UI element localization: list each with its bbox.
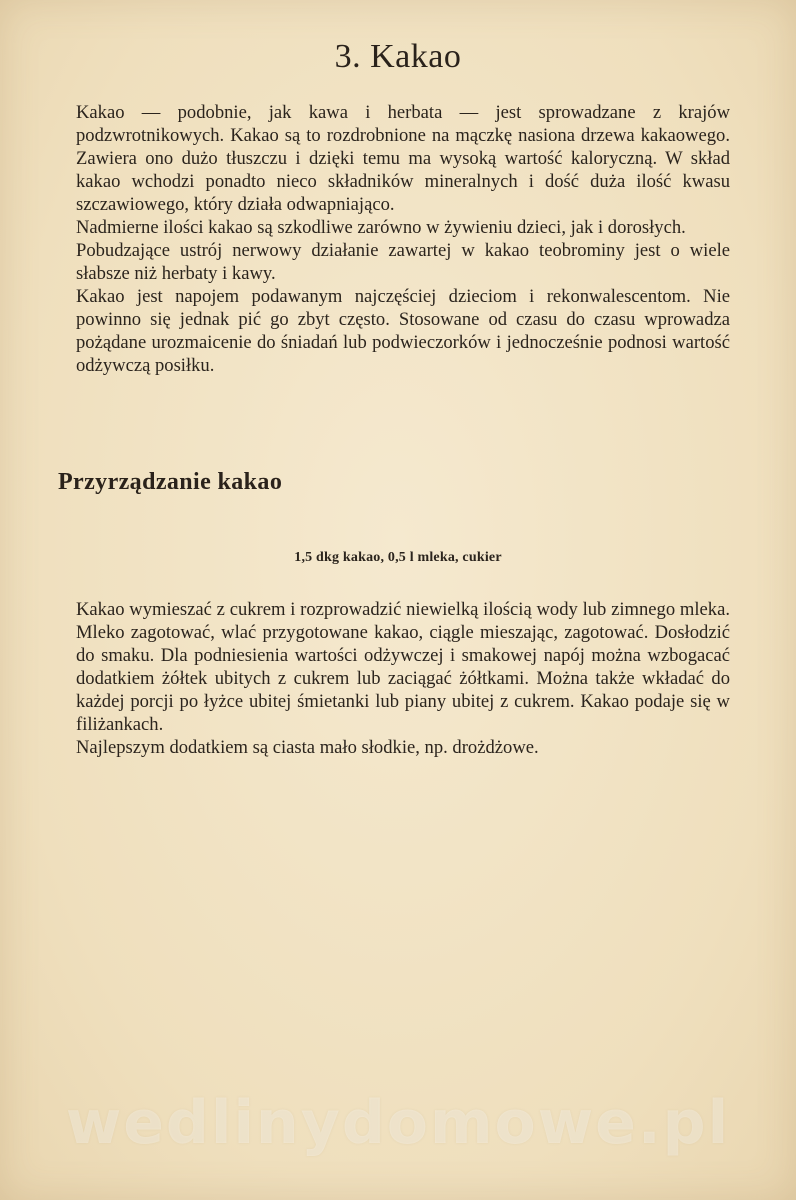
watermark: wedlinydomowe.pl	[65, 1088, 731, 1158]
intro-paragraph: Pobudzające ustrój nerwowy działanie zawartej w kakao teobrominy jest o wiele słabsze niż herbaty i kawy.	[76, 240, 730, 284]
recipe-paragraph: Najlepszym dodatkiem są ciasta mało słodkie, np. drożdżowe.	[76, 737, 539, 758]
intro-paragraph: Kakao — podobnie, jak kawa i herbata — jest sprowadzane z krajów podzwrotnikowych. Kakao są to rozdrobnione na mączkę nasiona drzewa kakaowego. Zawiera ono dużo tłuszczu i dzięki temu ma wysoką wartość kaloryczną. W skład kakao wchodzi ponadto nieco składników mineralnych i dość duża ilość kwasu szczawiowego, który działa odwapniająco.	[76, 102, 730, 215]
recipe-paragraph: Kakao wymieszać z cukrem i rozprowadzić niewielką ilością wody lub zimnego mleka. Mleko zagotować, wlać przygotowane kakao, ciągle mieszając, zagotować. Dosłodzić do smaku. Dla podniesienia wartości odżywczej i smakowej napój można wzbogacać dodatkiem żółtek ubitych z cukrem lub zaciągać żółtkami. Można także wkładać do każdej porcji po łyżce ubitej śmietanki lub piany ubitej z cukrem. Kakao podaje się w filiżankach.	[76, 599, 730, 735]
intro-paragraph: Nadmierne ilości kakao są szkodliwe zarówno w żywieniu dzieci, jak i dorosłych.	[76, 217, 686, 238]
intro-paragraph: Kakao jest napojem podawanym najczęściej dzieciom i rekonwalescentom. Nie powinno się jednak pić go zbyt często. Stosowane od czasu do czasu wprowadza pożądane urozmaicenie do śniadań lub podwieczorków i jednocześnie podnosi wartość odżywczą posiłku.	[76, 286, 730, 376]
section-heading: Przyrządzanie kakao	[58, 469, 283, 495]
page-title: 3. Kakao	[334, 38, 462, 75]
recipe-text	[76, 598, 730, 759]
ingredients-line: 1,5 dkg kakao, 0,5 l mleka, cukier	[294, 550, 502, 565]
intro-text	[76, 101, 730, 377]
